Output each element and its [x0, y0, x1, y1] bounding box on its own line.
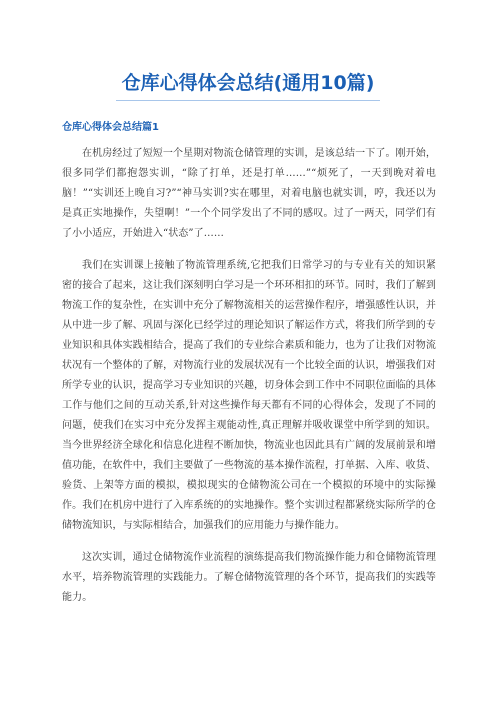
section-heading: 仓库心得体会总结篇1 [62, 122, 159, 133]
paragraph-3: 这次实训，通过仓储物流作业流程的演练提高我们物流操作能力和仓储物流管理水平，培养物流管理的实践能力。了解仓储物流管理的各个环节，提高我们的实践等能力。 [62, 552, 436, 603]
title-container [0, 66, 496, 101]
document-title: 仓库心得体会总结(通用10篇) [116, 66, 381, 101]
paragraph-2: 我们在实训课上接触了物流管理系统,它把我们日常学习的与专业有关的知识紧密的接合了起来，这让我们深刻明白学习是一个环环相扣的环节。同时，我们了解到物流工作的复杂性，在实训中充分了解物流相关的运营操作程序，增强感性认识，并从中进一步了解、巩固与深化已经学过的理论知识了解运作方式，将我们所学到的专业知识和具体实践相结合，提高了我们的专业综合素质和能力，也为了让我们对物流状况有一个整体的了解，对物流行业的发展状况有一个比较全面的认识，增强我们对所学专业的认识，提高学习专业知识的兴趣，切身体会到工作中不同职位面临的具体工作与他们之间的互动关系,针对这些操作每天都有不同的心得体会，发现了不同的问题，使我们在实习中充分发挥主观能动性,真正理解并吸收课堂中所学到的知识。当今世界经济全球化和信息化进程不断加快，物流业也因此具有广阔的发展前景和增值功能，在软件中，我们主要做了一些物流的基本操作流程，打单据、入库、收货、验货、上架等方面的模拟，模拟现实的仓储物流公司在一个模拟的环境中的实际操作。我们在机房中进行了入库系统的的实地操作。整个实训过程都紧绕实际所学的仓储物流知识，与实际相结合，加强我们的应用能力与操作能力。 [62, 260, 436, 531]
document-body [62, 118, 436, 620]
paragraph-1: 在机房经过了短短一个星期对物流仓储管理的实训，是该总结一下了。刚开始，很多同学们都抱怨实训，“除了打单，还是打单……”“烦死了，一天到晚对着电脑！”“实训还上晚自习?”“神马实训?实在哪里，对着电脑也就实训，哼，我还以为是真正实地操作，失望啊！”一个个同学发出了不同的感叹。过了一两天，同学们有了小小适应，开始进入“状态”了…… [62, 148, 436, 239]
